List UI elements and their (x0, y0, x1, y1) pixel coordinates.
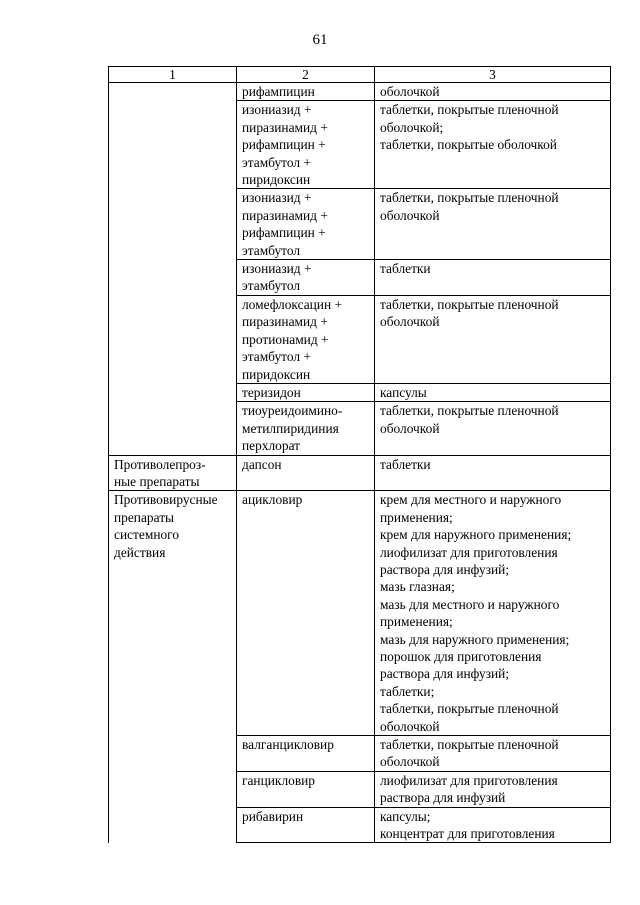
drug-cell (237, 402, 375, 455)
drug-cell (237, 83, 375, 101)
drug-cell (237, 189, 375, 260)
table-header-row (109, 67, 611, 83)
drug-name: рифампицин (242, 84, 315, 99)
drug-name: теризидон (242, 384, 301, 400)
drug-cell (237, 736, 375, 772)
dosage-forms: таблетки, покрытые пленочной оболочкой (380, 190, 559, 223)
forms-cell (375, 771, 611, 807)
group-cell (109, 83, 237, 456)
drug-name: ганцикловир (242, 772, 316, 788)
table-row (109, 491, 611, 736)
drug-cell (237, 807, 375, 843)
forms-cell (375, 807, 611, 843)
drug-cell (237, 771, 375, 807)
drug-name: изониазид + пиразинамид + рифампицин + этамбутол (242, 190, 328, 258)
drug-cell (237, 260, 375, 296)
drug-table (108, 66, 611, 843)
drug-cell (237, 295, 375, 383)
dosage-forms: капсулы; концентрат для приготовления (380, 808, 555, 842)
drug-name: изониазид + этамбутол (242, 261, 312, 294)
dosage-forms: таблетки, покрытые пленочной оболочкой (380, 296, 559, 330)
forms-cell (375, 736, 611, 772)
dosage-forms: лиофилизат для приготовления раствора для инфузий (380, 772, 558, 806)
dosage-forms: таблетки (380, 261, 431, 277)
drug-name: изониазид + пиразинамид + рифампицин + этамбутол + пиридоксин (242, 102, 328, 188)
forms-cell (375, 83, 611, 101)
column-header-1: 1 (109, 67, 237, 83)
drug-name: ломефлоксацин + пиразинамид + протионамид + этамбутол + пиридоксин (242, 296, 343, 382)
group-cell (109, 455, 237, 491)
column-header-3: 3 (375, 67, 611, 83)
drug-name: тиоуреидоимино- метилпиридиния перхлорат (242, 403, 343, 454)
forms-cell (375, 455, 611, 491)
forms-cell (375, 260, 611, 296)
dosage-forms: таблетки, покрытые пленочной оболочкой (380, 737, 559, 770)
drug-name: валганцикловир (242, 737, 334, 753)
column-header-2: 2 (237, 67, 375, 83)
drug-name: дапсон (242, 456, 282, 472)
group-cell (109, 491, 237, 843)
drug-name: рибавирин (242, 808, 304, 824)
forms-cell (375, 402, 611, 455)
dosage-forms: оболочкой (380, 84, 440, 99)
drug-cell (237, 383, 375, 401)
dosage-forms: таблетки (380, 456, 431, 472)
table-row (109, 455, 611, 491)
group-label: Противовирусные препараты системного действия (114, 492, 218, 560)
drug-cell (237, 101, 375, 189)
dosage-forms: таблетки, покрытые пленочной оболочкой (380, 403, 559, 436)
group-label: Противолепроз- ные препараты (114, 456, 206, 489)
forms-cell (375, 491, 611, 736)
forms-cell (375, 101, 611, 189)
drug-name: ацикловир (242, 492, 303, 508)
forms-cell (375, 295, 611, 383)
dosage-forms: крем для местного и наружного применения; крем для наружного применения; лиофилизат для приготовления раствора для инфузий; мазь глазная; мазь для местного и наружного применения; мазь для наружного применения; порошок для приготовления раствора для инфузий; таблетки; таблетки, покрытые пленочной оболочкой (380, 492, 572, 734)
dosage-forms: капсулы (380, 384, 427, 400)
forms-cell (375, 189, 611, 260)
dosage-forms: таблетки, покрытые пленочной оболочкой; таблетки, покрытые оболочкой (380, 102, 559, 153)
table-row (109, 83, 611, 101)
drug-cell (237, 455, 375, 491)
forms-cell (375, 383, 611, 401)
page-number: 61 (312, 32, 328, 48)
drug-cell (237, 491, 375, 736)
